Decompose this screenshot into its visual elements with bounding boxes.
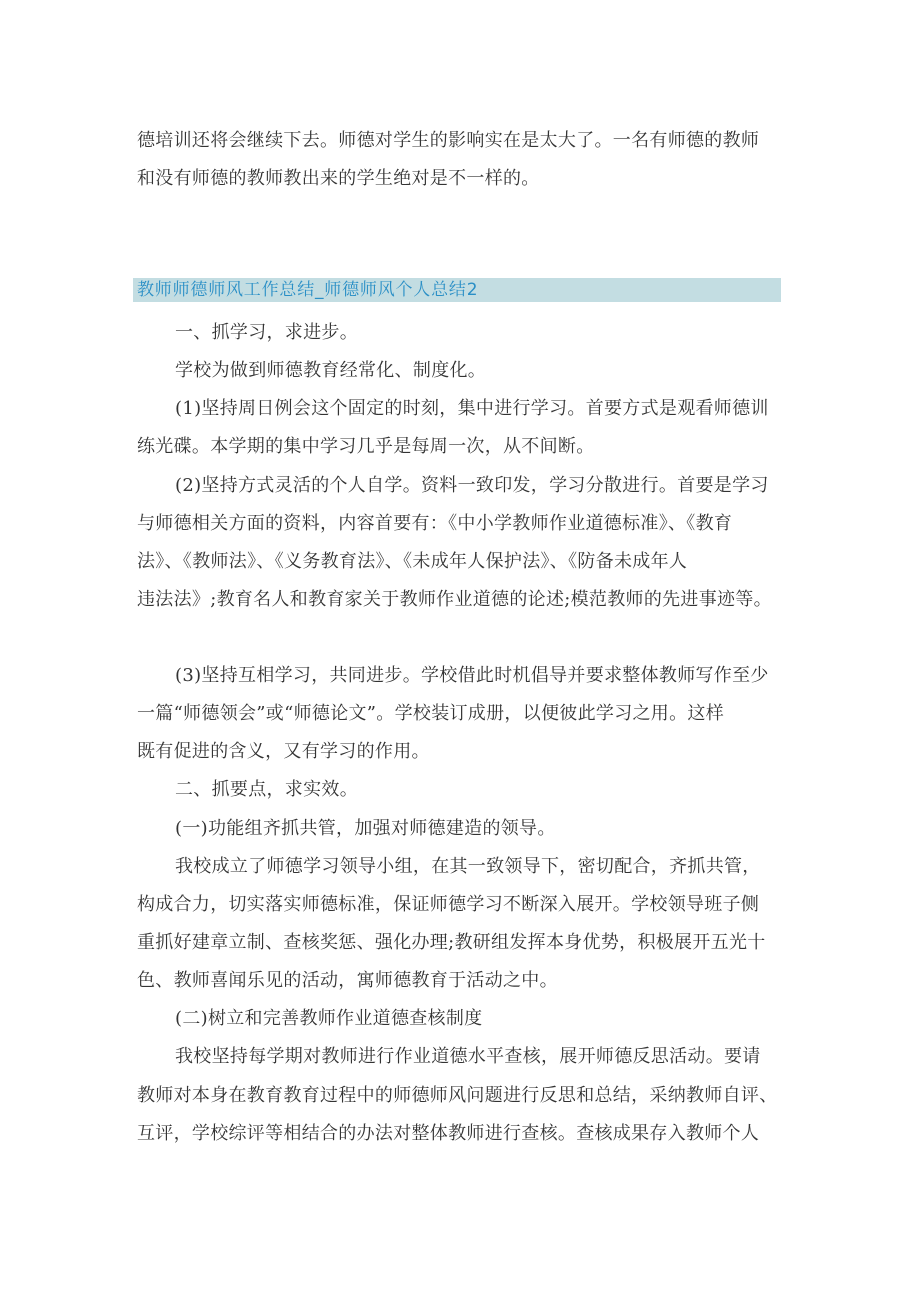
paragraph-line: 我校坚持每学期对教师进行作业道德水平查核，展开师德反思活动。要请 <box>175 1046 761 1067</box>
paragraph-line: (1)坚持周日例会这个固定的时刻，集中进行学习。首要方式是观看师德训 <box>175 398 769 419</box>
subsection-title-line: (一)功能组齐抓共管，加强对师德建造的领导。 <box>175 818 556 839</box>
section-title-line: 二、抓要点，求实效。 <box>175 779 358 800</box>
paragraph-line: 和没有师德的教师教出来的学生绝对是不一样的。 <box>137 168 540 189</box>
paragraph-line: 既有促进的含义，又有学习的作用。 <box>137 741 430 762</box>
paragraph-line: (2)坚持方式灵活的个人自学。资料一致印发，学习分散进行。首要是学习 <box>175 475 769 496</box>
paragraph-line: 构成合力，切实落实师德标准，保证师德学习不断深入展开。学校领导班子侧 <box>137 894 760 915</box>
paragraph-line: (3)坚持互相学习，共同进步。学校借此时机倡导并要求整体教师写作至少 <box>175 665 769 686</box>
paragraph-line: 互评，学校综评等相结合的办法对整体教师进行查核。查核成果存入教师个人 <box>137 1123 760 1144</box>
section-heading: 教师师德师风工作总结_师德师风个人总结2 <box>137 280 479 300</box>
paragraph-line: 违法法》;教育名人和教育家关于教师作业道德的论述;模范教师的先进事迹等。 <box>137 589 772 610</box>
section-heading-bar <box>133 278 781 302</box>
paragraph-line: 德培训还将会继续下去。师德对学生的影响实在是太大了。一名有师德的教师 <box>137 130 760 151</box>
subsection-title-line: (二)树立和完善教师作业道德查核制度 <box>175 1008 483 1029</box>
paragraph-line: 教师对本身在教育教育过程中的师德师风问题进行反思和总结，采纳教师自评、 <box>137 1085 778 1106</box>
paragraph-line: 一篇“师德领会”或“师德论文”。学校装订成册，以便彼此学习之用。这样 <box>137 703 725 724</box>
paragraph-line: 色、教师喜闻乐见的活动，寓师德教育于活动之中。 <box>137 970 558 991</box>
paragraph-line: 与师德相关方面的资料，内容首要有：《中小学教师作业道德标准》、《教育 <box>137 513 733 534</box>
paragraph-line: 重抓好建章立制、查核奖惩、强化办理;教研组发挥本身优势，积极展开五光十 <box>137 932 766 953</box>
paragraph-line: 练光碟。本学期的集中学习几乎是每周一次，从不间断。 <box>137 436 595 457</box>
paragraph-line: 法》、《教师法》、《义务教育法》、《未成年人保护法》、《防备未成年人 <box>137 551 688 572</box>
paragraph-line: 学校为做到师德教育经常化、制度化。 <box>175 360 487 381</box>
paragraph-line: 我校成立了师德学习领导小组，在其一致领导下，密切配合，齐抓共管， <box>175 856 761 877</box>
section-title-line: 一、抓学习，求进步。 <box>175 322 358 343</box>
